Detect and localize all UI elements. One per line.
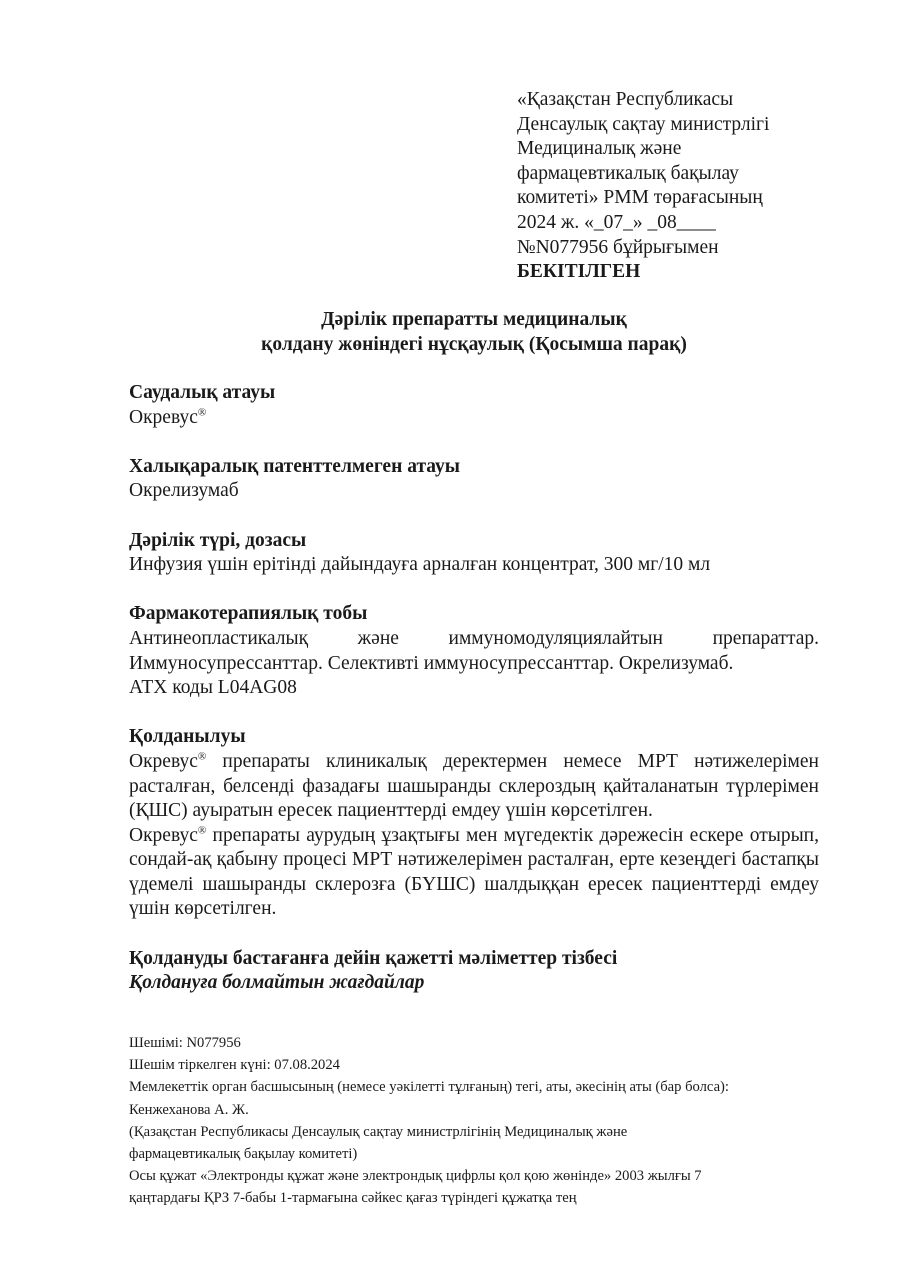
registered-mark: ®: [197, 750, 207, 763]
drug-name: Окревус: [129, 824, 198, 846]
head-label: Мемлекеттік орган басшысының (немесе уәкілетті тұлғаның) тегі, аты, әкесінің аты (бар болса):: [129, 1079, 729, 1096]
section-heading: Халықаралық патенттелмеген атауы: [129, 455, 460, 477]
section-pharm-group: [129, 602, 819, 700]
section-indications: [129, 725, 819, 922]
indications-paragraph-1: [129, 750, 819, 824]
atc-code: АТХ коды L04AG08: [129, 677, 297, 699]
approval-order-line: №N077956 бұйрығымен: [517, 236, 719, 258]
section-heading: Фармакотерапиялық тобы: [129, 603, 368, 625]
approval-date-line: 2024 ж. «_07_» _08____: [517, 211, 716, 233]
pharm-group-line: Иммуносупрессанттар. Селективті иммуносупрессанттар. Окрелизумаб.: [129, 652, 734, 674]
pharm-group-text: [129, 627, 819, 701]
decision-number: Шешімі: N077956: [129, 1035, 241, 1051]
document-title-line1: Дәрілік препаратты медициналық: [321, 309, 627, 330]
section-trade-name: [129, 381, 819, 430]
section-prerequisites: [129, 947, 819, 996]
approval-block: [517, 88, 817, 285]
dosage-form-value: Инфузия үшін ерітінді дайындауға арналған концентрат, 300 мг/10 мл: [129, 554, 711, 576]
registered-mark: ®: [197, 406, 207, 419]
approval-line: комитеті» РММ төрағасының: [517, 187, 763, 209]
registered-mark: ®: [197, 824, 207, 837]
document-title: [129, 308, 819, 357]
legal-note-line: қаңтардағы ҚРЗ 7-бабы 1-тармағына сәйкес қағаз түріндегі құжатқа тең: [129, 1190, 577, 1207]
trade-name-value: [129, 406, 819, 431]
approval-line: Денсаулық сақтау министрлігі: [517, 113, 770, 135]
document-title-line2: қолдану жөніндегі нұсқаулық (Қосымша парақ): [261, 333, 687, 355]
inn-value: Окрелизумаб: [129, 480, 239, 502]
section-heading: Саудалық атауы: [129, 382, 276, 403]
approval-line: Медициналық және: [517, 138, 682, 160]
approval-line: «Қазақстан Республикасы: [517, 89, 734, 110]
pharm-group-line: Антинеопластикалық және иммуномодуляциялайтын препараттар.: [129, 627, 819, 649]
head-name: Кенжеханова А. Ж.: [129, 1101, 249, 1118]
section-heading: Дәрілік түрі, дозасы: [129, 529, 307, 551]
indications-text: препараты аурудың ұзақтығы мен мүгедектік дәрежесін ескере отырып, сондай-ақ қабыну процесі МРТ нәтижелерімен расталған, ерте кезеңдегі бастапқы үдемелі шашыранды склерозға (БҮШС) шалдыққан ересек пациенттерді емдеу үшін көрсетілген.: [129, 824, 819, 920]
organization-line: (Қазақстан Республикасы Денсаулық сақтау министрлігінің Медициналық және: [129, 1123, 628, 1140]
section-inn: [129, 455, 819, 504]
approval-line: фармацевтикалық бақылау: [517, 162, 739, 184]
registration-date: Шешім тіркелген күні: 07.08.2024: [129, 1057, 340, 1074]
document-body: [129, 381, 819, 1020]
drug-name: Окревус: [129, 750, 198, 772]
contraindications-subheading: Қолдануға болмайтын жағдайлар: [129, 972, 425, 994]
trade-name-text: Окревус: [129, 406, 198, 428]
section-heading: Қолдануды бастағанға дейін қажетті мәліметтер тізбесі: [129, 947, 618, 969]
legal-note-line: Осы құжат «Электронды құжат және электрондық цифрлы қол қою жөнінде» 2003 жылғы 7: [129, 1168, 702, 1185]
section-dosage-form: [129, 529, 819, 578]
signature-footer: [129, 1032, 829, 1210]
section-heading: Қолданылуы: [129, 726, 246, 748]
indications-paragraph-2: [129, 824, 819, 922]
indications-text: препараты клиникалық деректермен немесе МРТ нәтижелерімен расталған, белсенді фазадағы шашыранды склероздың қайталанатын түрлерімен (ҚШС) ауыратын ересек пациенттерді емдеу үшін көрсетілген.: [129, 750, 819, 822]
approved-stamp-text: БЕКІТІЛГЕН: [517, 261, 641, 283]
organization-line: фармацевтикалық бақылау комитеті): [129, 1146, 358, 1163]
